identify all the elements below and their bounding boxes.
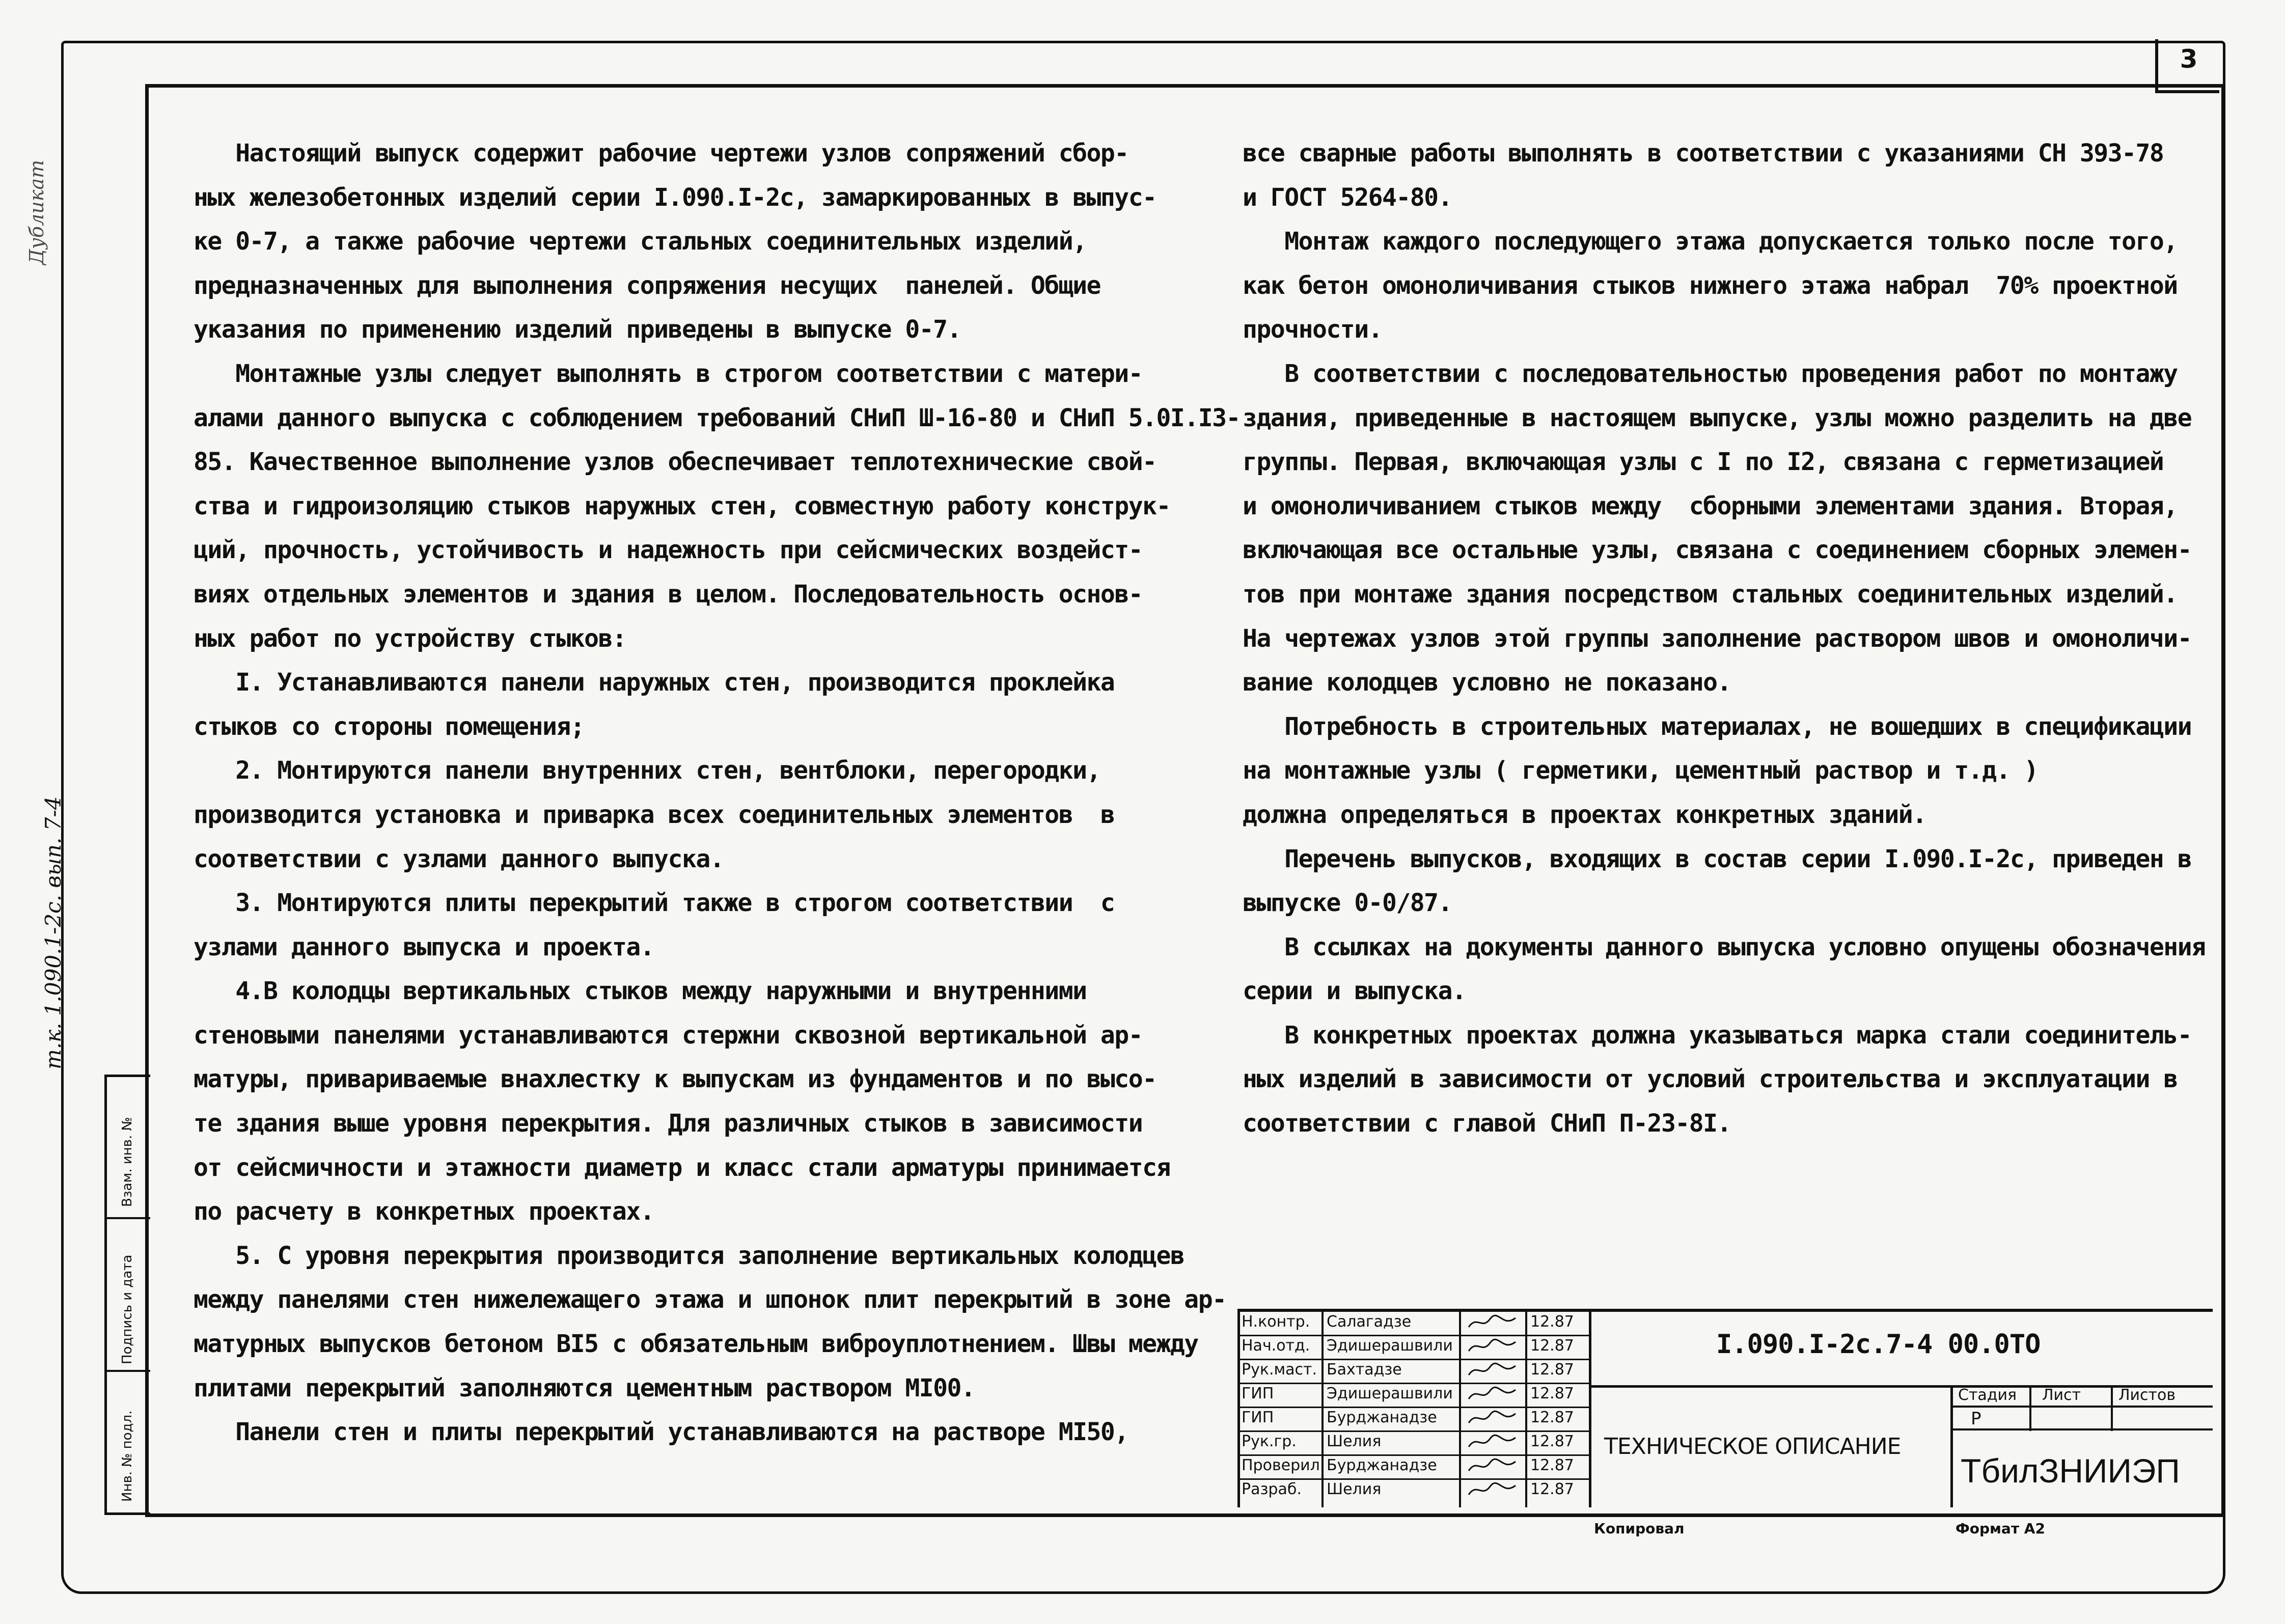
signer-name: Эдишерашвили [1327,1337,1453,1355]
copied-label: Копировал [1594,1520,1685,1537]
tb-rule [1589,1309,1591,1507]
text-line: 4.В колодцы вертикальных стыков между наружными и внутренними [194,977,1087,1006]
document-code: I.090.I-2с.7-4 00.0ТО [1716,1329,2041,1360]
text-column-right [1243,131,2206,1146]
stamp-cell-inv [107,1370,150,1512]
text-line: ных работ по устройству стыков: [194,624,626,653]
tb-rule [2111,1385,2113,1431]
stamp-cell-signature [107,1217,150,1372]
text-line: на монтажные узлы ( герметики, цементный раствор и т.д. ) [1243,756,2038,785]
side-series-code: т.к. 1.090.1-2с. вып. 7-4 [41,796,66,1069]
text-line: 85. Качественное выполнение узлов обеспечивает теплотехнические свой- [194,448,1157,477]
text-line: указания по применению изделий приведены в выпуске 0-7. [194,315,961,344]
tb-row-rule [1237,1478,1589,1480]
text-line: те здания выше уровня перекрытия. Для различных стыков в зависимости [194,1109,1143,1138]
signature-mark [1467,1409,1518,1428]
text-line: алами данного выпуска с соблюдением требований СНиП Ш-16-80 и СНиП 5.0I.I3- [194,403,1240,432]
signer-name: Бахтадзе [1327,1361,1402,1379]
text-line: Перечень выпусков, входящих в состав серии I.090.I-2с, приведен в [1243,844,2192,873]
tb-rule [1237,1309,1240,1507]
text-column-left [194,131,1240,1454]
text-line: между панелями стен нижележащего этажа и шпонок плит перекрытий в зоне ар- [194,1285,1226,1314]
signer-date: 12.87 [1530,1480,1574,1498]
signer-role: ГИП [1242,1385,1274,1402]
text-line: ных изделий в зависимости от условий строительства и эксплуатации в [1243,1065,2178,1094]
text-line: На чертежах узлов этой группы заполнение раствором швов и омоноличи- [1243,624,2192,653]
text-line: тов при монтаже здания посредством стальных соединительных изделий. [1243,580,2178,609]
text-line: I. Устанавливаются панели наружных стен, производится проклейка [194,668,1115,697]
duplicate-stamp: Дубликат [25,159,48,265]
sheet-header: Лист [2042,1386,2081,1404]
text-line: вание колодцев условно не показано. [1243,668,1731,697]
signer-role: ГИП [1242,1409,1274,1426]
text-line: матуры, привариваемые внахлестку к выпускам из фундаментов и по высо- [194,1065,1157,1094]
tb-row-rule [1237,1454,1589,1456]
text-line: узлами данного выпуска и проекта. [194,932,654,961]
tb-rule [1237,1309,2213,1312]
signer-role: Рук.гр. [1242,1433,1297,1450]
stage-header: Стадия [1958,1386,2017,1404]
tb-row-rule [1237,1430,1589,1432]
text-line: Панели стен и плиты перекрытий устанавливаются на растворе MI50, [194,1418,1128,1447]
signer-name: Эдишерашвили [1327,1385,1453,1402]
stamp-label-replaces: Взам. инв. № [120,1117,135,1207]
text-line: производится установка и приварка всех соединительных элементов в [194,800,1115,829]
text-line: 2. Монтируются панели внутренних стен, вентблоки, перегородки, [194,756,1100,785]
text-line: и ГОСТ 5264-80. [1243,183,1452,212]
sheets-header: Листов [2118,1386,2176,1404]
signer-role: Н.контр. [1242,1313,1310,1331]
text-line: серии и выпуска. [1243,977,1466,1006]
text-line: должна определяться в проектах конкретных зданий. [1243,800,1926,829]
text-line: группы. Первая, включающая узлы с I по I2, связана с герметизацией [1243,448,2164,477]
text-line: от сейсмичности и этажности диаметр и класс стали арматуры принимается [194,1153,1170,1182]
text-line: Монтаж каждого последующего этажа допускается только после того, [1243,227,2178,256]
stamp-label-signature: Подпись и дата [120,1254,135,1364]
tb-row-rule [1237,1335,1589,1336]
signer-role: Нач.отд. [1242,1337,1310,1355]
tb-row-rule [1237,1383,1589,1384]
text-line: как бетон омоноличивания стыков нижнего этажа набрал 70% проектной [1243,271,2178,300]
tb-rule [1950,1406,2213,1408]
text-line: В ссылках на документы данного выпуска условно опущены обозначения [1243,932,2206,961]
tb-rule [1950,1428,2213,1430]
signature-mark [1467,1480,1518,1500]
organization-name: ТбилЗНИИЭП [1961,1452,2180,1490]
text-line: ке 0-7, а также рабочие чертежи стальных соединительных изделий, [194,227,1087,256]
signer-date: 12.87 [1530,1433,1574,1450]
signer-role: Рук.маст. [1242,1361,1317,1379]
signer-name: Салагадзе [1327,1313,1412,1331]
signature-mark [1467,1361,1518,1380]
sheet-number-box [2155,39,2219,93]
signature-mark [1467,1433,1518,1452]
signer-date: 12.87 [1530,1361,1574,1379]
text-line: все сварные работы выполнять в соответствии с указаниями СН 393-78 [1243,139,2164,168]
text-line: плитами перекрытий заполняются цементным раствором MI00. [194,1373,975,1402]
signer-name: Шелия [1327,1480,1382,1498]
title-block [1237,1309,2213,1507]
text-line: матурных выпусков бетоном BI5 с обязательным виброуплотнением. Швы между [194,1330,1198,1359]
sheet-number: 3 [2180,44,2198,74]
signer-date: 12.87 [1530,1313,1574,1331]
text-line: по расчету в конкретных проектах. [194,1197,654,1226]
signature-mark [1467,1385,1518,1404]
tb-rule [1322,1309,1324,1507]
text-line: соответствии с узлами данного выпуска. [194,844,724,873]
signer-date: 12.87 [1530,1385,1574,1402]
signature-mark [1467,1313,1518,1332]
signature-mark [1467,1456,1518,1476]
text-line: Потребность в строительных материалах, не вошедших в спецификации [1243,712,2192,741]
text-line: ций, прочность, устойчивость и надежность при сейсмических воздейст- [194,536,1143,565]
signer-date: 12.87 [1530,1456,1574,1474]
text-line: и омоноличиванием стыков между сборными элементами здания. Вторая, [1243,491,2178,520]
signer-name: Шелия [1327,1433,1382,1450]
stage-value: Р [1971,1409,1981,1429]
text-line: стеновыми панелями устанавливаются стержни сквозной вертикальной ар- [194,1021,1143,1050]
signer-role: Разраб. [1242,1480,1302,1498]
text-line: Монтажные узлы следует выполнять в строгом соответствии с матери- [194,359,1143,388]
text-line: 5. С уровня перекрытия производится заполнение вертикальных колодцев [194,1241,1185,1270]
text-line: 3. Монтируются плиты перекрытий также в строгом соответствии с [194,889,1115,918]
text-line: Настоящий выпуск содержит рабочие чертежи узлов сопряжений сбор- [194,139,1128,168]
text-line: ных железобетонных изделий серии I.090.I-2с, замаркированных в выпус- [194,183,1157,212]
text-line: соответствии с главой СНиП П-23-8I. [1243,1109,1731,1138]
tb-row-rule [1237,1407,1589,1408]
stamp-cell-replaces [107,1077,150,1217]
text-line: выпуске 0-0/87. [1243,889,1452,918]
text-line: стыков со стороны помещения; [194,712,585,741]
signer-name: Бурджанадзе [1327,1409,1437,1426]
signature-mark [1467,1337,1518,1356]
signer-date: 12.87 [1530,1409,1574,1426]
text-line: виях отдельных элементов и здания в целом. Последовательность основ- [194,580,1143,609]
stamp-label-inv: Инв. № подл. [120,1410,135,1502]
signer-name: Бурджанадзе [1327,1456,1437,1474]
text-line: ства и гидроизоляцию стыков наружных стен, совместную работу конструк- [194,491,1170,520]
format-label: Формат А2 [1956,1520,2045,1537]
text-line: предназначенных для выполнения сопряжения несущих панелей. Общие [194,271,1100,300]
tb-rule [2029,1385,2031,1431]
document-title: ТЕХНИЧЕСКОЕ ОПИСАНИЕ [1604,1434,1901,1460]
text-line: прочности. [1243,315,1382,344]
left-stamp-strip [104,1075,150,1515]
tb-row-rule [1237,1359,1589,1360]
text-line: В конкретных проектах должна указываться марка стали соединитель- [1243,1021,2192,1050]
tb-rule [1950,1385,1953,1507]
text-line: здания, приведенные в настоящем выпуске, узлы можно разделить на две [1243,403,2192,432]
signer-role: Проверил [1242,1456,1320,1474]
text-line: В соответствии с последовательностью проведения работ по монтажу [1243,359,2178,388]
tb-rule [1459,1309,1461,1507]
tb-rule [1525,1309,1527,1507]
text-line: включающая все остальные узлы, связана с соединением сборных элемен- [1243,536,2192,565]
signer-date: 12.87 [1530,1337,1574,1355]
